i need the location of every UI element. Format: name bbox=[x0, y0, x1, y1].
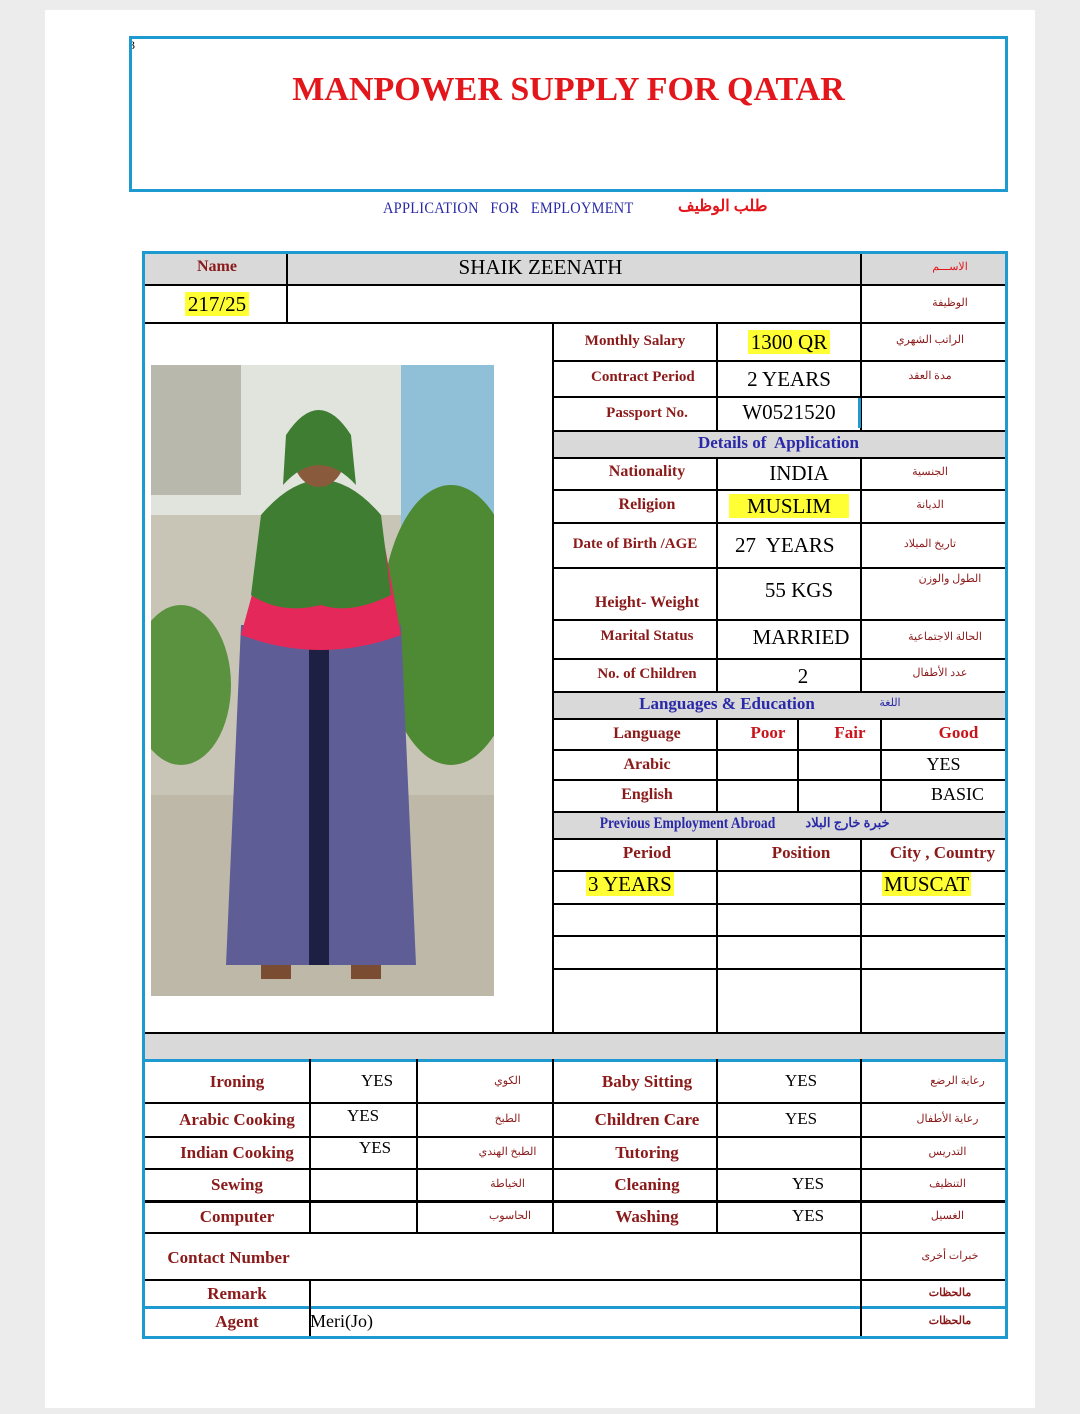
skill-arabic-tutoring: التدريس bbox=[928, 1146, 967, 1158]
english-good-value: BASIC bbox=[930, 784, 984, 804]
agent-arabic: مالحظات bbox=[928, 1315, 972, 1327]
skill-value-washing: YES bbox=[791, 1206, 825, 1225]
location-column-header: City , Country bbox=[889, 843, 996, 862]
nationality-label: Nationality bbox=[608, 463, 686, 480]
language-column-header: Language bbox=[613, 725, 681, 742]
passport-label: Passport No. bbox=[606, 405, 688, 421]
remark-label: Remark bbox=[207, 1284, 267, 1303]
skill-label-washing: Washing bbox=[615, 1207, 679, 1226]
languages-heading: Languages & Education bbox=[639, 694, 815, 713]
document-title: MANPOWER SUPPLY FOR QATAR bbox=[292, 71, 845, 108]
skill-value-baby-sitting: YES bbox=[784, 1071, 818, 1090]
skill-value-indian-cooking: YES bbox=[358, 1138, 392, 1157]
children-label: No. of Children bbox=[597, 666, 697, 682]
skill-value-arabic-cooking: YES bbox=[346, 1106, 380, 1125]
fair-column-header: Fair bbox=[834, 723, 866, 742]
reference-label-arabic: الوظيفة bbox=[932, 297, 968, 309]
language-row-arabic: Arabic bbox=[623, 756, 671, 773]
applicant-photo bbox=[151, 365, 494, 996]
marital-status-label: Marital Status bbox=[600, 628, 694, 644]
dob-label: Date of Birth /AGE bbox=[572, 536, 698, 552]
passport-cell-marker bbox=[858, 398, 861, 428]
skill-arabic-washing: الغسيل bbox=[930, 1210, 965, 1222]
skill-arabic-children-care: رعاية الأطفال bbox=[916, 1113, 979, 1125]
employment-heading-arabic: خبرة خارج البلاد bbox=[805, 815, 890, 830]
contract-period-arabic: مدة العقد bbox=[908, 370, 952, 382]
skill-arabic-arabic-cooking: الطبخ bbox=[494, 1113, 521, 1125]
skill-arabic-cleaning: التنظيف bbox=[929, 1178, 966, 1190]
position-column-header: Position bbox=[771, 843, 831, 862]
religion-label: Religion bbox=[618, 496, 676, 513]
title-box bbox=[129, 36, 1008, 192]
languages-heading-arabic: اللغة bbox=[879, 697, 901, 709]
dob-arabic: تاريخ الميلاد bbox=[903, 538, 957, 550]
height-weight-arabic: الطول والوزن bbox=[918, 573, 982, 585]
document-subtitle: APPLICATION FOR EMPLOYMENT bbox=[383, 200, 634, 217]
skill-label-sewing: Sewing bbox=[211, 1175, 263, 1194]
skill-value-children-care: YES bbox=[784, 1109, 818, 1128]
skill-label-children-care: Children Care bbox=[594, 1110, 700, 1129]
agent-label: Agent bbox=[215, 1312, 259, 1331]
marital-status-arabic: الحالة الاجتماعية bbox=[908, 631, 982, 643]
monthly-salary-label: Monthly Salary bbox=[584, 333, 686, 349]
nationality-value: INDIA bbox=[769, 461, 829, 485]
page-mark: 3 bbox=[129, 38, 135, 52]
passport-value: W0521520 bbox=[742, 400, 836, 424]
contract-period-value: 2 YEARS bbox=[747, 367, 831, 391]
skill-value-ironing: YES bbox=[360, 1071, 394, 1090]
arabic-good-value: YES bbox=[926, 754, 961, 774]
height-weight-label: Height- Weight bbox=[594, 594, 700, 611]
agent-value: Meri(Jo) bbox=[310, 1311, 373, 1331]
contract-period-label: Contract Period bbox=[591, 369, 695, 385]
children-arabic: عدد الأطفال bbox=[912, 667, 968, 679]
employment-heading: Previous Employment Abroad bbox=[599, 815, 776, 832]
skill-arabic-indian-cooking: الطبخ الهندي bbox=[478, 1146, 537, 1158]
skill-label-tutoring: Tutoring bbox=[615, 1143, 679, 1162]
religion-value: MUSLIM bbox=[718, 494, 860, 519]
height-weight-value: 55 KGS bbox=[764, 578, 834, 602]
skill-label-cleaning: Cleaning bbox=[614, 1175, 680, 1194]
name-label-arabic: الاســـم bbox=[932, 261, 968, 273]
nationality-arabic: الجنسية bbox=[912, 466, 948, 478]
dob-value: 27 YEARS bbox=[735, 533, 835, 557]
details-heading: Details of Application bbox=[697, 433, 860, 452]
applicant-name: SHAIK ZEENATH bbox=[458, 255, 623, 279]
skill-arabic-computer: الحاسوب bbox=[488, 1210, 532, 1222]
skill-label-indian-cooking: Indian Cooking bbox=[180, 1143, 294, 1162]
poor-column-header: Poor bbox=[750, 723, 786, 742]
skill-label-ironing: Ironing bbox=[209, 1072, 265, 1091]
contact-number-arabic: خبرات أخرى bbox=[921, 1250, 979, 1262]
children-value: 2 bbox=[797, 664, 809, 688]
contact-number-label: Contact Number bbox=[167, 1248, 290, 1267]
skill-label-baby-sitting: Baby Sitting bbox=[601, 1072, 693, 1091]
remark-arabic: مالحظات bbox=[928, 1287, 972, 1299]
skill-arabic-baby-sitting: رعاية الرضع bbox=[930, 1075, 985, 1087]
period-column-header: Period bbox=[622, 843, 672, 862]
monthly-salary-value: 1300 QR bbox=[718, 330, 860, 355]
skill-arabic-sewing: الخياطة bbox=[490, 1178, 525, 1190]
good-column-header: Good bbox=[938, 723, 979, 742]
employment-location-value: MUSCAT bbox=[884, 872, 970, 896]
employment-period-value: 3 YEARS bbox=[588, 872, 672, 896]
skill-arabic-ironing: الكوي bbox=[494, 1075, 521, 1087]
reference-number: 217/25 bbox=[148, 292, 286, 317]
name-label: Name bbox=[197, 258, 237, 275]
religion-arabic: الديانة bbox=[916, 499, 944, 511]
document-subtitle-arabic: طلب الوظيف bbox=[678, 198, 768, 215]
skill-label-computer: Computer bbox=[199, 1207, 275, 1226]
skill-label-arabic-cooking: Arabic Cooking bbox=[179, 1110, 295, 1129]
marital-status-value: MARRIED bbox=[752, 625, 850, 649]
language-row-english: English bbox=[621, 786, 673, 803]
monthly-salary-arabic: الراتب الشهري bbox=[895, 334, 965, 346]
skill-value-cleaning: YES bbox=[791, 1174, 825, 1193]
